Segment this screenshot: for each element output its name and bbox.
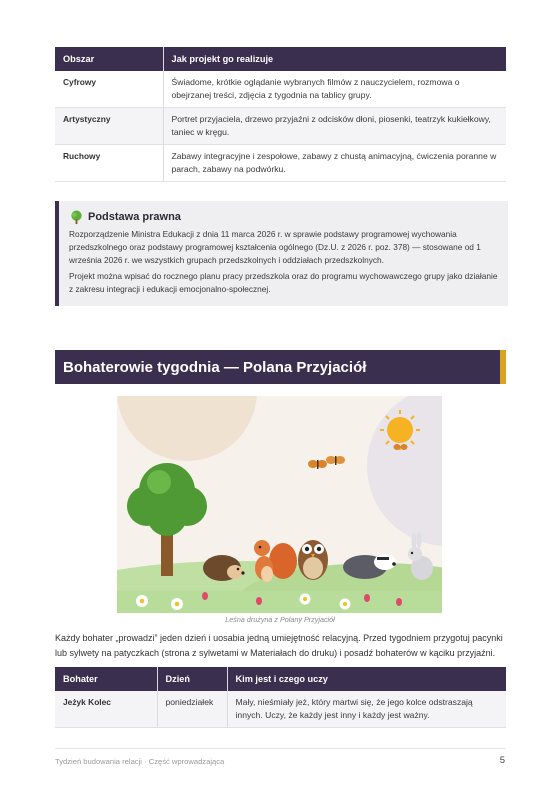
legal-basis-callout xyxy=(55,201,508,306)
section-title: Bohaterowie tygodnia — Polana Przyjaciół xyxy=(63,358,367,376)
area-description: Zabawy integracyjne i zespołowe, zabawy z chustą animacyjną, ćwiczenia poranne w parach, zabawy na podwórku. xyxy=(163,145,506,182)
column-header: Jak projekt go realizuje xyxy=(163,47,506,71)
column-header: Obszar xyxy=(55,47,163,71)
page-number: 5 xyxy=(499,755,505,766)
column-header: Bohater xyxy=(55,667,157,691)
callout-title: Podstawa prawna xyxy=(88,211,181,223)
squirrel-illustration xyxy=(254,540,297,582)
callout-paragraph: Projekt można wpisać do rocznego planu pracy przedszkola oraz do programu wychowawczego grupy jako działanie z zakresu integracji i edukacji emocjonalno-społecznej. xyxy=(69,271,498,294)
table-header-row xyxy=(55,47,506,71)
area-name: Ruchowy xyxy=(55,145,163,182)
hero-day: poniedziałek xyxy=(157,691,227,728)
table-row xyxy=(55,691,506,728)
column-header: Kim jest i czego uczy xyxy=(227,667,506,691)
areas-table xyxy=(55,47,506,182)
area-name: Artystyczny xyxy=(55,108,163,145)
area-name: Cyfrowy xyxy=(55,71,163,108)
forest-friends-illustration xyxy=(117,396,442,613)
illustration-canvas xyxy=(117,396,442,613)
area-description: Portret przyjaciela, drzewo przyjaźni z odcisków dłoni, piosenki, teatrzyk kukiełkowy, taniec w kręgu. xyxy=(163,108,506,145)
callout-heading xyxy=(69,208,498,226)
callout-paragraph: Rozporządzenie Ministra Edukacji z dnia 11 marca 2026 r. w sprawie podstawy programowej wychowania przedszkolnego oraz podstawy programowej kształcenia ogólnego (Dz.U. z 2026 r. poz. 378) — stosowane od 1 września 2026 r. we wszystkich grupach przedszkolnych i oddziałach przedszkolnych. xyxy=(69,229,481,265)
column-header: Dzień xyxy=(157,667,227,691)
tree-icon xyxy=(69,210,84,225)
figure-caption: Leśna drużyna z Polany Przyjaciół xyxy=(225,615,335,624)
owl-illustration xyxy=(298,540,328,580)
section-heading xyxy=(55,350,506,384)
hero-description: Mały, nieśmiały jeż, który martwi się, że jego kolce odstraszają innych. Uczy, że każdy jest inny i każdy jest ważny. xyxy=(227,691,506,728)
intro-paragraph: Każdy bohater „prowadzi” jeden dzień i uosabia jedną umiejętność relacyjną. Przed tygodniem przygotuj pacynki lub sylwety na patyczkach (strona z sylwetami w Materiałach do druku) i posadź bohaterów w kąciku przyjaźni. xyxy=(55,633,503,658)
heroes-table xyxy=(55,667,506,728)
area-description: Świadome, krótkie oglądanie wybranych filmów z nauczycielem, rozmowa o obejrzanej treści, zdjęcia z tygodnia na tablicy grupy. xyxy=(163,71,506,108)
table-row xyxy=(55,145,506,182)
table-header-row xyxy=(55,667,506,691)
hero-name: Jeżyk Kolec xyxy=(55,691,157,728)
table-row xyxy=(55,108,506,145)
table-row xyxy=(55,71,506,108)
footer-text: Tydzień budowania relacji · Część wprowadzająca xyxy=(55,757,225,766)
footer-divider xyxy=(55,748,506,749)
